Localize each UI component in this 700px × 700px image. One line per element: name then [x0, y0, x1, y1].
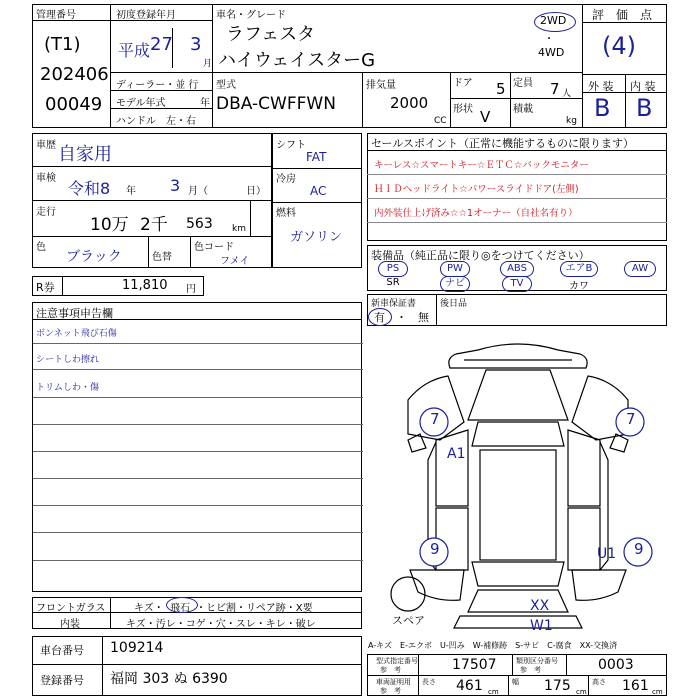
- car-grade: ハイウェイスターG: [218, 50, 376, 71]
- mgmt-num1: 202406: [40, 64, 109, 85]
- first-reg-era: 平成: [118, 41, 151, 60]
- ac-value: AC: [310, 184, 327, 198]
- sales-line-2: ＨＩＤヘッドライト☆パワースライドドア(左側): [374, 184, 579, 195]
- exterior-label: 外 装: [588, 80, 614, 93]
- height: 161: [622, 678, 649, 694]
- reg-number: 福岡 303 ぬ 6390: [110, 671, 228, 687]
- tire-fr: 7: [626, 410, 636, 428]
- cert-ref: 参 考: [380, 687, 401, 695]
- warranty-yes: 有: [374, 311, 385, 324]
- shift-label: シフト: [276, 140, 306, 151]
- model-code: DBA-CWFFWN: [216, 94, 336, 114]
- shift-value: FAT: [306, 150, 327, 164]
- equip-aw: AW: [624, 261, 656, 277]
- score-label: 評 価 点: [592, 8, 653, 22]
- equip-pw: PW: [440, 261, 470, 277]
- dealer-label: ディーラー・並 行: [116, 80, 199, 91]
- doors: 5: [496, 80, 506, 98]
- equip-leather: カワ: [569, 281, 589, 292]
- equip-ps: PS: [378, 261, 408, 277]
- interior-items: キズ・汚レ・コゲ・穴・スレ・キレ・破レ: [126, 619, 316, 630]
- load-label: 積載: [513, 104, 533, 115]
- inspection-era: 令和8: [68, 179, 111, 198]
- ref-label: 参 考: [380, 666, 401, 674]
- equip-airbag: エアB: [560, 261, 598, 277]
- notes-title: 注意事項申告欄: [36, 307, 113, 320]
- notes-frame: [32, 302, 362, 592]
- shape: V: [480, 108, 491, 126]
- length: 461: [456, 678, 483, 694]
- inspection-label: 車検: [36, 173, 56, 184]
- equipment-title: 装備品（純正品に限り◎をつけてください）: [371, 249, 590, 262]
- equip-tv: TV: [502, 276, 532, 292]
- recycle-frame: [32, 276, 204, 296]
- ref-label-2: 参 考: [520, 666, 541, 674]
- height-unit: cm: [652, 688, 663, 696]
- warranty-no: 無: [418, 311, 429, 324]
- height-label: 高さ: [592, 678, 606, 686]
- handle-label: ハンドル 左・右: [116, 116, 196, 127]
- chassis-label: 車台番号: [40, 644, 84, 657]
- tire-rr: 9: [634, 540, 644, 558]
- displacement: 2000: [390, 94, 429, 112]
- drive-dot: ・: [544, 34, 554, 45]
- front-glass-after: ・ヒビ割・リペア跡・X要: [196, 603, 313, 614]
- kg-unit: kg: [566, 116, 577, 126]
- mgmt-code: (T1): [44, 34, 81, 55]
- width-unit: cm: [576, 688, 587, 696]
- capacity: 7: [550, 80, 560, 98]
- km-unit: km: [232, 224, 246, 234]
- mileage-label: 走行: [36, 207, 56, 218]
- color-value: ブラック: [66, 249, 122, 265]
- door-label: ドア: [453, 78, 473, 89]
- recycle-unit: 円: [186, 284, 196, 295]
- tire-fl: 7: [430, 410, 440, 428]
- warranty-label: 新車保証書: [371, 299, 417, 309]
- front-glass-before: キズ・: [134, 603, 164, 614]
- sales-line-1: キーレス☆スマートキー☆ＥＴＣ☆バックモニター: [374, 160, 589, 171]
- mark-rear-1: XX: [530, 598, 550, 614]
- recycle-amount: 11,810: [122, 278, 168, 293]
- note-line-3: トリムしわ・傷: [36, 383, 100, 393]
- mark-left-front: A1: [447, 446, 466, 462]
- first-reg-label: 初度登録年月: [116, 10, 176, 21]
- type-designation-label: 型式指定番号: [376, 657, 418, 665]
- category: 0003: [598, 657, 634, 673]
- model-label: 型式: [216, 80, 236, 91]
- equip-navi: ナビ: [440, 276, 470, 292]
- spare-label: スペア: [392, 614, 425, 627]
- history-value: 自家用: [58, 144, 112, 165]
- cert-label: 車両証明用: [376, 678, 411, 686]
- capacity-label: 定員: [513, 78, 533, 89]
- interior-label: 内装: [60, 619, 80, 630]
- later-label: 後日品: [440, 299, 468, 309]
- month-unit: 月: [203, 59, 213, 69]
- length-unit: cm: [488, 688, 499, 696]
- type-designation: 17507: [452, 657, 497, 673]
- sales-line-3: 内外装仕上げ済み☆☆1オーナー（自社名有り）: [374, 208, 578, 219]
- warranty-dot: ・: [396, 311, 407, 324]
- displacement-label: 排気量: [366, 80, 396, 91]
- chassis-number: 109214: [110, 640, 164, 656]
- first-reg-year: 27: [150, 34, 173, 55]
- cc-unit: CC: [434, 116, 447, 126]
- car-diagram: [368, 330, 668, 630]
- first-reg-month: 3: [190, 34, 202, 55]
- fuel-label: 燃料: [276, 208, 296, 219]
- fuel-value: ガソリン: [290, 230, 343, 245]
- width: 175: [544, 678, 571, 694]
- exterior-grade: B: [594, 94, 611, 122]
- note-line-2: シートしわ擦れ: [36, 355, 100, 365]
- front-glass-selected: 飛石: [170, 603, 190, 614]
- interior-label: 内 装: [630, 80, 656, 93]
- mileage-rest: 563: [186, 216, 213, 232]
- interior-grade: B: [636, 94, 653, 122]
- year-unit: 年: [200, 98, 210, 109]
- inspection-year-unit: 年: [126, 186, 136, 197]
- mileage-man: 10万: [90, 215, 129, 235]
- width-label: 幅: [512, 678, 519, 686]
- mileage-sen: 2千: [140, 215, 168, 235]
- mgmt-num2: 00049: [45, 94, 103, 115]
- mgmt-label: 管理番号: [36, 10, 76, 21]
- equip-abs: ABS: [500, 261, 534, 277]
- name-label: 車名・グレード: [216, 10, 286, 21]
- length-label: 長さ: [422, 678, 436, 686]
- model-year-label: モデル年式: [116, 98, 166, 109]
- front-glass-label: フロントガラス: [36, 603, 106, 614]
- recycle-label: R券: [36, 281, 55, 294]
- inspection-day-unit: 日）: [246, 186, 266, 197]
- reg-label: 登録番号: [40, 674, 84, 687]
- ac-label: 冷房: [276, 174, 296, 185]
- note-line-1: ボンネット飛び石傷: [36, 329, 117, 339]
- score: (4): [602, 32, 636, 60]
- equip-sr: SR: [386, 277, 400, 288]
- drive-2wd: 2WD: [540, 14, 567, 27]
- category-label: 類別区分番号: [516, 657, 558, 665]
- damage-legend: A-キズ E-エクボ U-凹み W-補修跡 S-サビ C-腐食 XX-交換済: [368, 641, 618, 650]
- person-unit: 人: [562, 89, 572, 99]
- color-code-value: フメイ: [220, 256, 250, 267]
- history-label: 車歴: [36, 140, 56, 151]
- inspection-month-unit: 月（: [188, 186, 208, 197]
- mark-rear-2: W1: [530, 618, 553, 634]
- color-code-label: 色コード: [194, 242, 234, 253]
- tire-rl: 9: [430, 540, 440, 558]
- inspection-month: 3: [170, 176, 181, 195]
- color-label: 色: [36, 242, 46, 253]
- color-change-label: 色替: [152, 252, 172, 263]
- sales-title: セールスポイント（正常に機能するものに限ります）: [371, 137, 635, 150]
- drive-4wd: 4WD: [538, 46, 565, 59]
- mark-right-rear: U1: [597, 546, 617, 562]
- shape-label: 形状: [453, 104, 473, 115]
- car-name: ラフェスタ: [226, 24, 316, 45]
